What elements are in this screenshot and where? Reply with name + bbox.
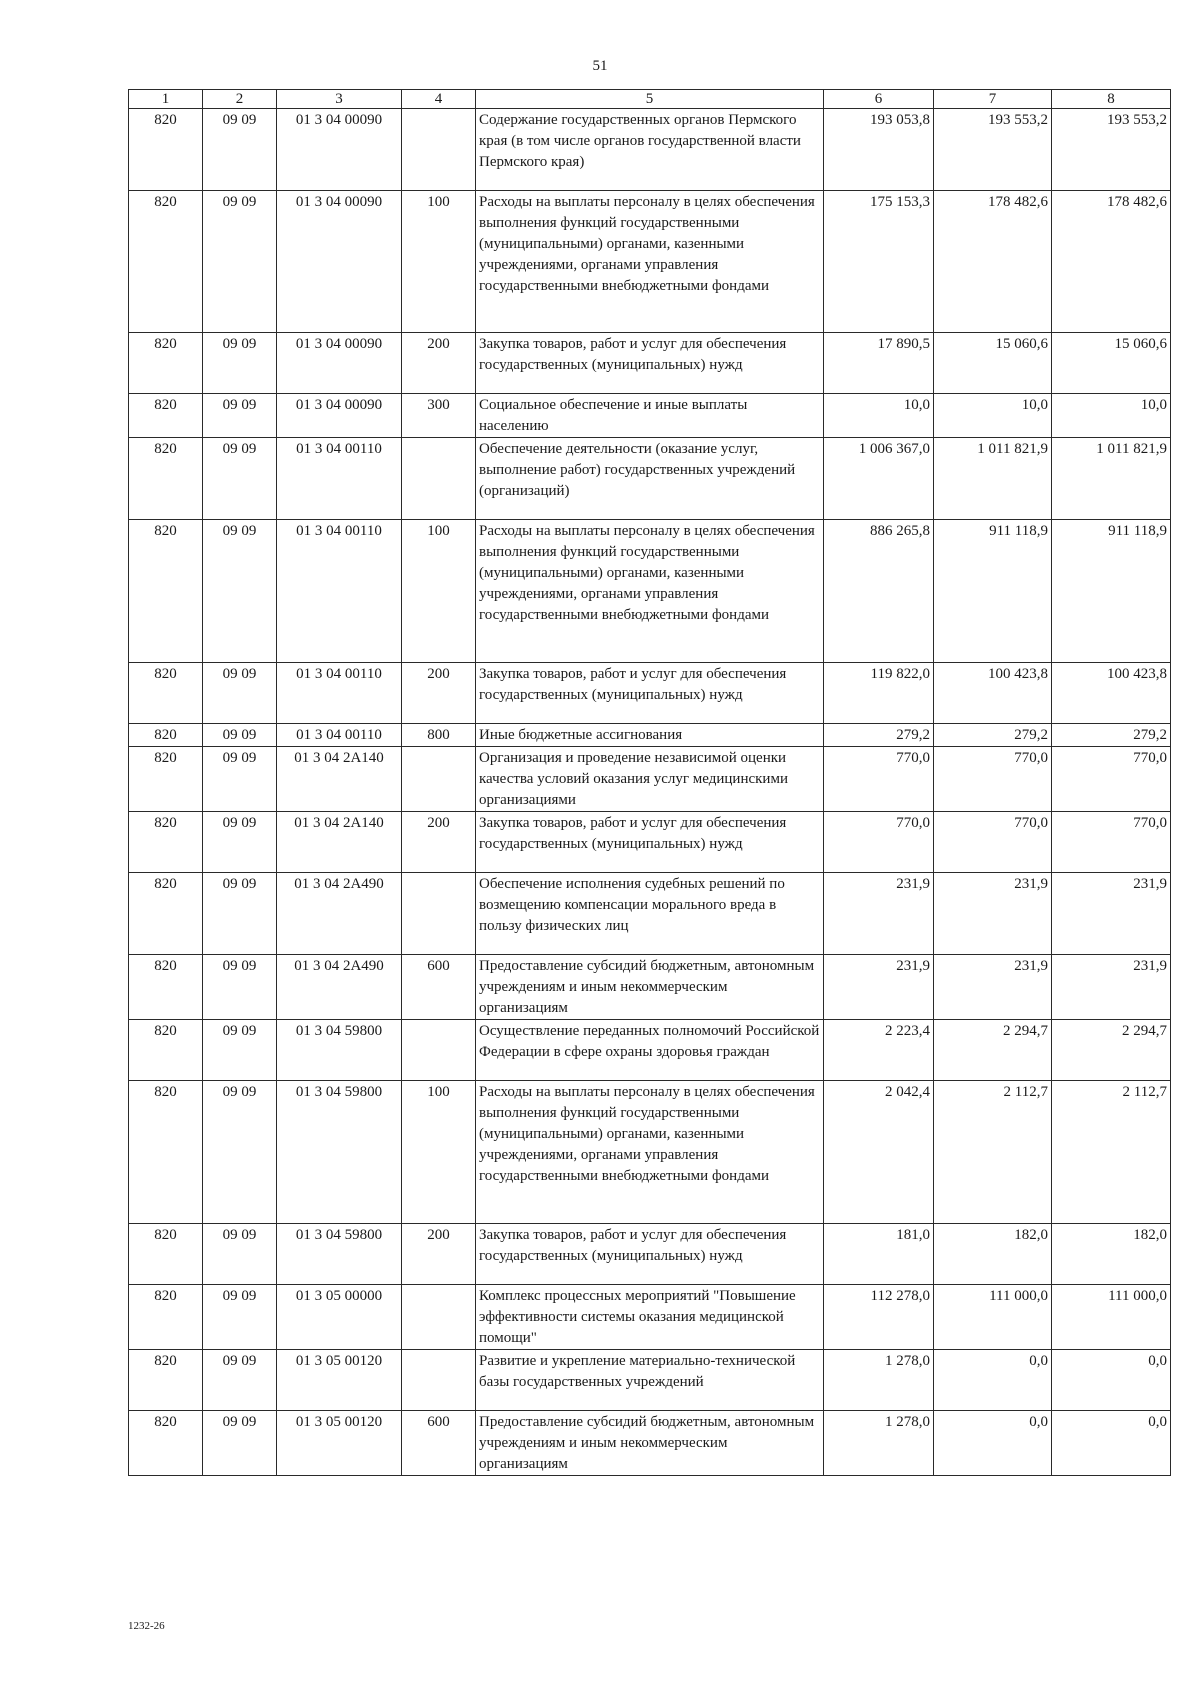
cell-amount-col-8: 2 294,7	[1052, 1020, 1171, 1081]
cell-target-article: 01 3 05 00120	[277, 1350, 402, 1411]
table-row	[129, 333, 1171, 394]
cell-amount-col-6: 2 223,4	[824, 1020, 934, 1081]
cell-chapter-code: 820	[129, 1224, 203, 1285]
cell-chapter-code: 820	[129, 333, 203, 394]
cell-expense-type: 300	[402, 394, 476, 438]
header-col-2: 2	[203, 90, 277, 109]
cell-section-code: 09 09	[203, 191, 277, 333]
cell-amount-col-7: 111 000,0	[934, 1285, 1052, 1350]
cell-amount-col-8: 231,9	[1052, 955, 1171, 1020]
cell-amount-col-7: 231,9	[934, 955, 1052, 1020]
cell-amount-col-6: 886 265,8	[824, 520, 934, 663]
cell-description: Закупка товаров, работ и услуг для обеспечения государственных (муниципальных) нужд	[476, 663, 824, 724]
cell-section-code: 09 09	[203, 520, 277, 663]
cell-section-code: 09 09	[203, 1224, 277, 1285]
table-row	[129, 747, 1171, 812]
cell-amount-col-6: 231,9	[824, 873, 934, 955]
cell-amount-col-6: 231,9	[824, 955, 934, 1020]
cell-amount-col-7: 0,0	[934, 1411, 1052, 1476]
cell-target-article: 01 3 04 00110	[277, 520, 402, 663]
cell-chapter-code: 820	[129, 724, 203, 747]
cell-expense-type	[402, 438, 476, 520]
table-row	[129, 520, 1171, 663]
cell-amount-col-7: 279,2	[934, 724, 1052, 747]
cell-amount-col-7: 178 482,6	[934, 191, 1052, 333]
cell-amount-col-6: 2 042,4	[824, 1081, 934, 1224]
cell-chapter-code: 820	[129, 1020, 203, 1081]
page-number: 51	[592, 58, 608, 74]
cell-section-code: 09 09	[203, 747, 277, 812]
header-col-4: 4	[402, 90, 476, 109]
cell-description: Организация и проведение независимой оценки качества условий оказания услуг медицинскими организациями	[476, 747, 824, 812]
cell-amount-col-8: 0,0	[1052, 1350, 1171, 1411]
cell-expense-type	[402, 1285, 476, 1350]
cell-amount-col-7: 770,0	[934, 812, 1052, 873]
cell-section-code: 09 09	[203, 438, 277, 520]
table-row	[129, 1285, 1171, 1350]
cell-target-article: 01 3 04 00110	[277, 438, 402, 520]
cell-description: Закупка товаров, работ и услуг для обеспечения государственных (муниципальных) нужд	[476, 333, 824, 394]
cell-section-code: 09 09	[203, 663, 277, 724]
cell-amount-col-8: 111 000,0	[1052, 1285, 1171, 1350]
cell-description: Обеспечение деятельности (оказание услуг, выполнение работ) государственных учреждений (организаций)	[476, 438, 824, 520]
cell-target-article: 01 3 04 59800	[277, 1224, 402, 1285]
cell-amount-col-6: 1 278,0	[824, 1350, 934, 1411]
cell-amount-col-6: 181,0	[824, 1224, 934, 1285]
cell-section-code: 09 09	[203, 873, 277, 955]
cell-expense-type: 100	[402, 1081, 476, 1224]
cell-amount-col-8: 100 423,8	[1052, 663, 1171, 724]
cell-target-article: 01 3 04 00090	[277, 109, 402, 191]
cell-description: Социальное обеспечение и иные выплаты населению	[476, 394, 824, 438]
table-row	[129, 394, 1171, 438]
cell-section-code: 09 09	[203, 1020, 277, 1081]
cell-amount-col-8: 10,0	[1052, 394, 1171, 438]
cell-section-code: 09 09	[203, 1081, 277, 1224]
cell-amount-col-7: 1 011 821,9	[934, 438, 1052, 520]
cell-description: Расходы на выплаты персоналу в целях обеспечения выполнения функций государственными (муниципальными) органами, казенными учреждениями, органами управления государственными внебюджетными фондами	[476, 520, 824, 663]
table-row	[129, 1350, 1171, 1411]
cell-amount-col-7: 182,0	[934, 1224, 1052, 1285]
cell-amount-col-8: 911 118,9	[1052, 520, 1171, 663]
table-row	[129, 724, 1171, 747]
cell-chapter-code: 820	[129, 191, 203, 333]
cell-chapter-code: 820	[129, 394, 203, 438]
cell-amount-col-7: 2 294,7	[934, 1020, 1052, 1081]
cell-expense-type: 600	[402, 955, 476, 1020]
cell-amount-col-6: 193 053,8	[824, 109, 934, 191]
cell-description: Расходы на выплаты персоналу в целях обеспечения выполнения функций государственными (муниципальными) органами, казенными учреждениями, органами управления государственными внебюджетными фондами	[476, 1081, 824, 1224]
header-col-7: 7	[934, 90, 1052, 109]
cell-target-article: 01 3 04 2А140	[277, 747, 402, 812]
cell-target-article: 01 3 04 00090	[277, 191, 402, 333]
cell-target-article: 01 3 04 59800	[277, 1020, 402, 1081]
cell-target-article: 01 3 04 2А140	[277, 812, 402, 873]
cell-amount-col-8: 182,0	[1052, 1224, 1171, 1285]
cell-chapter-code: 820	[129, 955, 203, 1020]
cell-amount-col-8: 15 060,6	[1052, 333, 1171, 394]
cell-expense-type: 200	[402, 333, 476, 394]
cell-expense-type	[402, 747, 476, 812]
cell-expense-type	[402, 1020, 476, 1081]
cell-amount-col-8: 770,0	[1052, 812, 1171, 873]
cell-amount-col-7: 231,9	[934, 873, 1052, 955]
cell-chapter-code: 820	[129, 747, 203, 812]
cell-expense-type	[402, 109, 476, 191]
cell-chapter-code: 820	[129, 438, 203, 520]
table-row	[129, 873, 1171, 955]
cell-amount-col-6: 770,0	[824, 812, 934, 873]
cell-amount-col-8: 193 553,2	[1052, 109, 1171, 191]
cell-section-code: 09 09	[203, 333, 277, 394]
table-body	[129, 109, 1171, 1476]
cell-expense-type	[402, 873, 476, 955]
header-col-3: 3	[277, 90, 402, 109]
cell-description: Расходы на выплаты персоналу в целях обеспечения выполнения функций государственными (муниципальными) органами, казенными учреждениями, органами управления государственными внебюджетными фондами	[476, 191, 824, 333]
cell-section-code: 09 09	[203, 724, 277, 747]
cell-description: Обеспечение исполнения судебных решений по возмещению компенсации морального вреда в пользу физических лиц	[476, 873, 824, 955]
cell-expense-type: 600	[402, 1411, 476, 1476]
cell-description: Закупка товаров, работ и услуг для обеспечения государственных (муниципальных) нужд	[476, 1224, 824, 1285]
header-col-1: 1	[129, 90, 203, 109]
table-row	[129, 1020, 1171, 1081]
cell-amount-col-7: 911 118,9	[934, 520, 1052, 663]
cell-target-article: 01 3 04 2А490	[277, 955, 402, 1020]
cell-description: Осуществление переданных полномочий Российской Федерации в сфере охраны здоровья граждан	[476, 1020, 824, 1081]
cell-amount-col-6: 17 890,5	[824, 333, 934, 394]
cell-amount-col-8: 231,9	[1052, 873, 1171, 955]
cell-target-article: 01 3 04 00110	[277, 724, 402, 747]
cell-amount-col-6: 112 278,0	[824, 1285, 934, 1350]
cell-description: Развитие и укрепление материально-технической базы государственных учреждений	[476, 1350, 824, 1411]
table-row	[129, 1081, 1171, 1224]
cell-expense-type: 800	[402, 724, 476, 747]
cell-description: Предоставление субсидий бюджетным, автономным учреждениям и иным некоммерческим организациям	[476, 1411, 824, 1476]
cell-target-article: 01 3 04 00110	[277, 663, 402, 724]
cell-amount-col-6: 10,0	[824, 394, 934, 438]
cell-chapter-code: 820	[129, 520, 203, 663]
cell-target-article: 01 3 05 00120	[277, 1411, 402, 1476]
cell-target-article: 01 3 04 2А490	[277, 873, 402, 955]
cell-chapter-code: 820	[129, 873, 203, 955]
cell-section-code: 09 09	[203, 394, 277, 438]
cell-section-code: 09 09	[203, 109, 277, 191]
cell-expense-type: 200	[402, 812, 476, 873]
table-row	[129, 812, 1171, 873]
cell-amount-col-8: 279,2	[1052, 724, 1171, 747]
cell-section-code: 09 09	[203, 955, 277, 1020]
cell-amount-col-6: 1 278,0	[824, 1411, 934, 1476]
cell-amount-col-8: 0,0	[1052, 1411, 1171, 1476]
cell-expense-type: 200	[402, 1224, 476, 1285]
cell-amount-col-6: 119 822,0	[824, 663, 934, 724]
cell-chapter-code: 820	[129, 1285, 203, 1350]
cell-amount-col-8: 2 112,7	[1052, 1081, 1171, 1224]
table-row	[129, 1411, 1171, 1476]
cell-expense-type: 100	[402, 520, 476, 663]
cell-amount-col-8: 770,0	[1052, 747, 1171, 812]
cell-amount-col-6: 1 006 367,0	[824, 438, 934, 520]
header-col-8: 8	[1052, 90, 1171, 109]
cell-expense-type: 100	[402, 191, 476, 333]
header-col-6: 6	[824, 90, 934, 109]
table-row	[129, 191, 1171, 333]
document-code: 1232-26	[128, 1620, 165, 1632]
cell-target-article: 01 3 04 59800	[277, 1081, 402, 1224]
cell-description: Комплекс процессных мероприятий "Повышение эффективности системы оказания медицинской помощи"	[476, 1285, 824, 1350]
cell-amount-col-6: 770,0	[824, 747, 934, 812]
header-row	[129, 90, 1171, 109]
cell-amount-col-8: 1 011 821,9	[1052, 438, 1171, 520]
table-row	[129, 1224, 1171, 1285]
cell-chapter-code: 820	[129, 812, 203, 873]
cell-section-code: 09 09	[203, 812, 277, 873]
cell-amount-col-7: 10,0	[934, 394, 1052, 438]
cell-description: Предоставление субсидий бюджетным, автономным учреждениям и иным некоммерческим организациям	[476, 955, 824, 1020]
cell-target-article: 01 3 04 00090	[277, 394, 402, 438]
table-header	[129, 90, 1171, 109]
header-col-5: 5	[476, 90, 824, 109]
cell-description: Иные бюджетные ассигнования	[476, 724, 824, 747]
cell-section-code: 09 09	[203, 1411, 277, 1476]
table-row	[129, 955, 1171, 1020]
cell-amount-col-6: 175 153,3	[824, 191, 934, 333]
cell-expense-type: 200	[402, 663, 476, 724]
cell-chapter-code: 820	[129, 1081, 203, 1224]
cell-section-code: 09 09	[203, 1350, 277, 1411]
cell-description: Закупка товаров, работ и услуг для обеспечения государственных (муниципальных) нужд	[476, 812, 824, 873]
cell-amount-col-7: 15 060,6	[934, 333, 1052, 394]
cell-amount-col-6: 279,2	[824, 724, 934, 747]
cell-description: Содержание государственных органов Пермского края (в том числе органов государственной власти Пермского края)	[476, 109, 824, 191]
cell-amount-col-7: 100 423,8	[934, 663, 1052, 724]
cell-amount-col-8: 178 482,6	[1052, 191, 1171, 333]
cell-chapter-code: 820	[129, 663, 203, 724]
cell-section-code: 09 09	[203, 1285, 277, 1350]
cell-chapter-code: 820	[129, 1411, 203, 1476]
cell-target-article: 01 3 04 00090	[277, 333, 402, 394]
table-row	[129, 438, 1171, 520]
cell-amount-col-7: 193 553,2	[934, 109, 1052, 191]
cell-amount-col-7: 770,0	[934, 747, 1052, 812]
budget-table	[128, 89, 1171, 1476]
cell-chapter-code: 820	[129, 109, 203, 191]
table-row	[129, 109, 1171, 191]
cell-amount-col-7: 2 112,7	[934, 1081, 1052, 1224]
cell-amount-col-7: 0,0	[934, 1350, 1052, 1411]
cell-expense-type	[402, 1350, 476, 1411]
cell-target-article: 01 3 05 00000	[277, 1285, 402, 1350]
cell-chapter-code: 820	[129, 1350, 203, 1411]
table-row	[129, 663, 1171, 724]
